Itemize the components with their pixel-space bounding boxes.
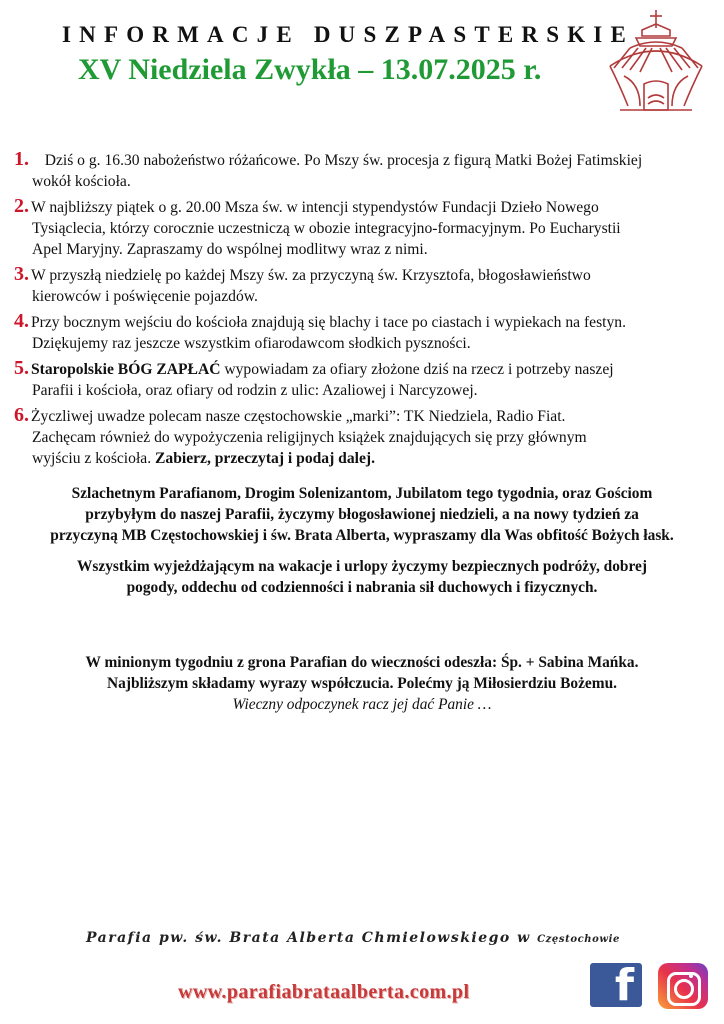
announcement-item — [14, 312, 704, 354]
announcement-line: Zachęcam również do wypożyczenia religijnych książek znajdujących się przy głównym — [32, 429, 587, 446]
instagram-icon[interactable] — [658, 963, 708, 1009]
announcement-line: W przyszłą niedzielę po każdej Mszy św. za przyczyną św. Krzysztofa, błogosławieństwo — [31, 267, 591, 284]
obituary-paragraph — [20, 652, 704, 715]
announcement-line: Życzliwej uwadze polecam nasze częstochowskie „marki”: TK Niedziela, Radio Fiat. — [31, 408, 566, 425]
announcement-line: wyjściu z kościoła. — [32, 450, 155, 467]
announcement-item — [14, 359, 704, 401]
announcement-line: W najbliższy piątek o g. 20.00 Msza św. w intencji stypendystów Fundacji Dzieło Nowego — [31, 199, 599, 216]
page-subtitle: XV Niedziela Zwykła – 13.07.2025 r. — [78, 53, 542, 86]
header — [0, 0, 724, 110]
announcement-number: 2. — [14, 195, 29, 217]
announcement-number: 1. — [14, 148, 29, 170]
announcement-line: Tysiąclecia, którzy corocznie uczestniczą w obozie integracyjno-formacyjnym. Po Eucharystii — [32, 220, 621, 237]
announcement-number: 3. — [14, 263, 29, 285]
page-title: INFORMACJE DUSZPASTERSKIE — [62, 22, 634, 47]
announcements-list — [14, 150, 704, 474]
announcement-item — [14, 197, 704, 260]
announcement-line: kierowców i poświęcenie pojazdów. — [32, 288, 258, 305]
parish-name-main: Parafia pw. św. Brata Alberta Chmielowskiego w — [86, 930, 531, 946]
announcement-line: wypowiadam za ofiary złożone dziś na rzecz i potrzeby naszej — [220, 361, 614, 378]
announcement-item — [14, 150, 704, 192]
announcement-number: 4. — [14, 310, 29, 332]
announcement-item — [14, 265, 704, 307]
announcement-number: 6. — [14, 404, 29, 426]
church-cross-logo-icon — [600, 6, 712, 114]
announcement-line: wokół kościoła. — [32, 173, 131, 190]
announcement-bold-tail: Zabierz, przeczytaj i podaj dalej. — [155, 450, 375, 467]
announcement-line: Apel Maryjny. Zapraszamy do wspólnej modlitwy wraz z nimi. — [32, 241, 428, 258]
announcement-line: Dziękujemy raz jeszcze wszystkim ofiarodawcom słodkich pyszności. — [32, 335, 471, 352]
obituary-prayer: Wieczny odpoczynek racz jej dać Panie … — [232, 696, 492, 713]
vacation-paragraph — [20, 556, 704, 598]
website-link[interactable]: www.parafiabrataalberta.com.pl — [178, 981, 470, 1003]
announcement-item — [14, 406, 704, 469]
announcement-line: Dziś o g. 16.30 nabożeństwo różańcowe. Po Mszy św. procesja z figurą Matki Bożej Fatimskiej — [44, 152, 643, 169]
obituary-line: W minionym tygodniu z grona Parafian do wieczności odeszła: Śp. + Sabina Mańka. — [85, 654, 639, 671]
announcement-line: Przy bocznym wejściu do kościoła znajdują się blachy i tace po ciastach i wypiekach na festyn. — [31, 314, 626, 331]
parish-city: Częstochowie — [537, 934, 620, 945]
greetings-line: przybyłym do naszej Parafii, życzymy błogosławionej niedzieli, a na nowy tydzień za — [85, 506, 639, 523]
vacation-line: pogody, oddechu od codzienności i nabrania sił duchowych i fizycznych. — [126, 579, 598, 596]
greetings-paragraph — [20, 483, 704, 546]
greetings-line: Szlachetnym Parafianom, Drogim Solenizantom, Jubilatom tego tygodnia, oraz Gościom — [71, 485, 653, 502]
announcement-bold-lead: Staropolskie BÓG ZAPŁAĆ — [31, 361, 221, 378]
obituary-line: Najbliższym składamy wyrazy współczucia. Polećmy ją Miłosierdziu Bożemu. — [107, 675, 617, 692]
greetings-line: przyczyną MB Częstochowskiej i św. Brata Alberta, wypraszamy dla Was obfitość Bożych łask. — [50, 527, 674, 544]
announcement-number: 5. — [14, 357, 29, 379]
facebook-icon[interactable]: f — [590, 963, 642, 1007]
parish-name — [86, 930, 620, 946]
vacation-line: Wszystkim wyjeżdżającym na wakacje i urlopy życzymy bezpiecznych podróży, dobrej — [77, 558, 647, 575]
announcement-line: Parafii i kościoła, oraz ofiary od rodzin z ulic: Azaliowej i Narcyzowej. — [32, 382, 478, 399]
